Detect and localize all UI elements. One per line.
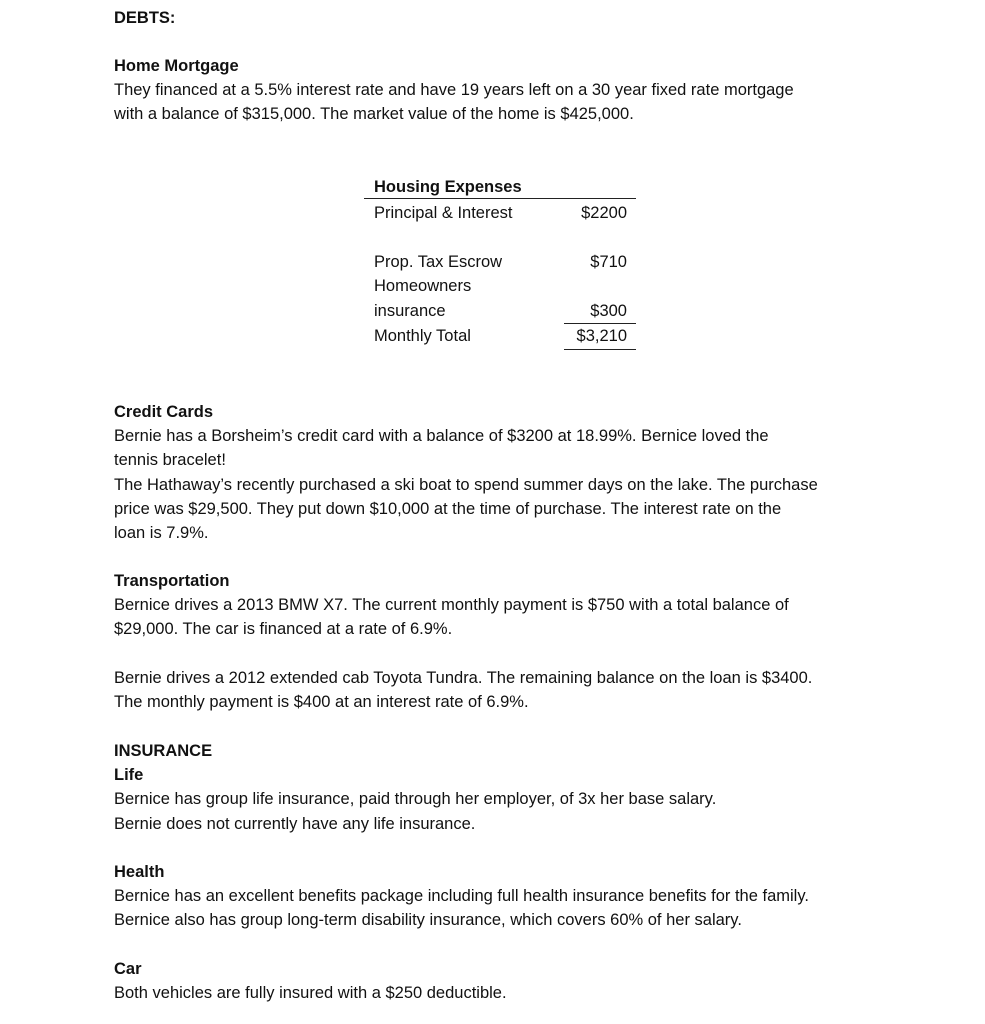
credit-cards-section <box>114 400 904 545</box>
credit-cards-line: price was $29,500. They put down $10,000 at the time of purchase. The interest rate on the <box>114 499 782 518</box>
car-insurance-section <box>114 957 904 1005</box>
housing-row-amount: $710 <box>590 253 627 271</box>
credit-cards-line: tennis bracelet! <box>114 451 226 470</box>
housing-expenses-title: Housing Expenses <box>374 178 522 196</box>
home-mortgage-heading: Home Mortgage <box>114 57 239 75</box>
transportation-section <box>114 569 904 642</box>
transportation-para1-line: $29,000. The car is financed at a rate of 6.9%. <box>114 620 453 639</box>
housing-header-rule <box>364 198 636 199</box>
housing-row-amount: $2200 <box>581 204 627 222</box>
insurance-heading: INSURANCE <box>114 742 213 760</box>
life-line: Bernie does not currently have any life insurance. <box>114 814 476 833</box>
car-line: Both vehicles are fully insured with a $250 deductible. <box>114 984 507 1003</box>
credit-cards-heading: Credit Cards <box>114 403 214 421</box>
health-line: Bernice has an excellent benefits package including full health insurance benefits for the family. <box>114 887 809 906</box>
life-heading: Life <box>114 766 144 785</box>
transportation-para1-line: Bernice drives a 2013 BMW X7. The current monthly payment is $750 with a total balance of <box>114 596 789 615</box>
health-line: Bernice also has group long-term disability insurance, which covers 60% of her salary. <box>114 911 742 930</box>
home-mortgage-line-2: with a balance of $315,000. The market value of the home is $425,000. <box>114 105 634 124</box>
transportation-para2 <box>114 666 904 714</box>
housing-total-rule <box>564 349 636 350</box>
housing-row-amount: $300 <box>590 302 627 320</box>
life-line: Bernice has group life insurance, paid through her employer, of 3x her base salary. <box>114 790 717 809</box>
housing-row-label: Prop. Tax Escrow <box>374 253 503 271</box>
car-heading: Car <box>114 960 142 978</box>
credit-cards-line: Bernie has a Borsheim’s credit card with a balance of $3200 at 18.99%. Bernice loved the <box>114 427 769 446</box>
health-heading: Health <box>114 863 165 881</box>
credit-cards-line: The Hathaway’s recently purchased a ski boat to spend summer days on the lake. The purchase <box>114 475 818 494</box>
housing-total-label: Monthly Total <box>374 327 471 345</box>
housing-row-label: Principal & Interest <box>374 204 513 222</box>
insurance-section <box>114 739 904 836</box>
housing-row-label: Homeowners <box>374 277 472 295</box>
credit-cards-line: loan is 7.9%. <box>114 524 209 543</box>
home-mortgage-section <box>114 54 904 127</box>
transportation-para2-line: The monthly payment is $400 at an interest rate of 6.9%. <box>114 693 529 712</box>
housing-total-amount: $3,210 <box>576 327 627 345</box>
transportation-heading: Transportation <box>114 572 230 590</box>
health-section <box>114 860 904 933</box>
transportation-para2-line: Bernie drives a 2012 extended cab Toyota Tundra. The remaining balance on the loan is $3400. <box>114 669 813 687</box>
home-mortgage-line-1: They financed at a 5.5% interest rate and have 19 years left on a 30 year fixed rate mortgage <box>114 81 794 100</box>
housing-row-label: insurance <box>374 302 446 320</box>
debts-heading: DEBTS: <box>114 9 176 27</box>
